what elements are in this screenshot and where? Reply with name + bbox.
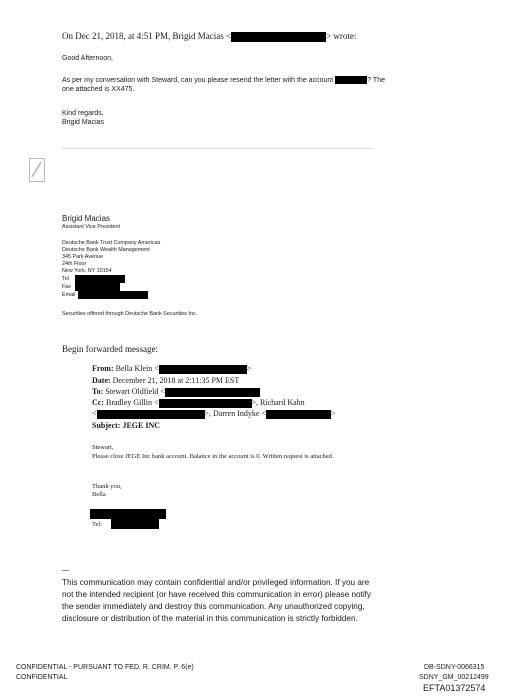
redaction-block (75, 275, 125, 283)
forwarded-label: Begin forwarded message: (62, 344, 158, 354)
signature-address-line: Deutsche Bank Wealth Management (62, 247, 150, 253)
signature-address-line: 345 Park Avenue (62, 254, 103, 260)
cc2-mid: >, Darren Indyke < (204, 409, 266, 418)
date-value: December 21, 2018 at 2:11:35 PM EST (110, 376, 240, 385)
fwd-date (92, 376, 239, 385)
redaction-block (165, 388, 260, 397)
signature-address-line: 24th Floor (62, 261, 87, 267)
redaction-block (159, 365, 247, 374)
signature-address-line: Deutsche Bank Trust Company Americas (62, 240, 161, 246)
redaction-block (90, 509, 166, 519)
date-label: Date: (92, 376, 111, 385)
email-body-line1 (62, 76, 385, 84)
redaction-block (111, 519, 159, 529)
from-value: Bella Klein < (113, 364, 159, 373)
cc2-close: > (330, 409, 336, 418)
disclaimer-dashes: — (62, 567, 69, 574)
footer-bates-db: DB-SDNY-0066315 (424, 664, 485, 671)
tel-label: Tel: (92, 521, 103, 528)
fwd-thanks: Thank you, (92, 483, 122, 490)
fwd-cc-line2 (92, 409, 335, 419)
signature-fax-label: Fax (62, 284, 71, 290)
footer-bates-efta: EFTA01372574 (423, 683, 486, 693)
email-closing: Kind regards, (62, 110, 104, 117)
disclaimer-line: not the intended recipient (or have received this communication in error) please notify (62, 590, 372, 599)
email-header (62, 31, 356, 42)
footer-bates-sdny: SDNY_GM_00212499 (419, 674, 489, 681)
redaction-block (231, 32, 326, 42)
to-label: To: (92, 387, 104, 396)
fwd-to (92, 387, 260, 397)
cc-label: Cc: (92, 398, 104, 407)
disclaimer-line: This communication may contain confidential and/or privileged information. If you are (62, 578, 370, 587)
header-suffix: > wrote: (326, 31, 357, 41)
redaction-block (266, 410, 331, 419)
cc-mid: >, Richard Kahn (251, 398, 305, 407)
email-closing-name: Brigid Macias (62, 119, 105, 126)
signature-address-line: New York, NY 10154 (62, 268, 112, 274)
redaction-block (97, 410, 205, 419)
header-prefix: On Dec 21, 2018, at 4:51 PM, Brigid Macias < (62, 31, 232, 41)
cc-value: Bradley Gillin < (104, 398, 159, 407)
signature-email-label: Email (62, 292, 76, 298)
redaction-block (159, 399, 252, 408)
signature-name: Brigid Macias (62, 214, 111, 223)
redaction-block (75, 283, 120, 291)
footer-confidential: CONFIDENTIAL (16, 674, 68, 681)
deutsche-bank-logo (29, 158, 45, 182)
subject-label: Subject: (92, 421, 121, 430)
fwd-greeting: Stewart, (92, 444, 114, 451)
from-close: > (246, 364, 252, 373)
body-line1-text: As per my conversation with Steward, can you please resend the letter with the account (62, 76, 334, 84)
fwd-body: Please close JEGE Inc bank account. Balance in the account is 0. Written request is attached. (92, 453, 334, 460)
cc2-open: < (92, 409, 97, 418)
email-greeting: Good Afternoon, (62, 55, 113, 62)
subject-value: JEGE INC (120, 421, 161, 430)
email-body-line2: one attached is XX475. (62, 86, 135, 93)
fwd-tel (92, 521, 102, 528)
body-line1-end: ? The (367, 76, 385, 84)
from-label: From: (92, 364, 114, 373)
signature-tel-label: Tel (62, 276, 69, 282)
fwd-from (92, 364, 251, 374)
fwd-sign: Bella (92, 491, 106, 498)
redaction-block (335, 76, 367, 84)
footer-confidential-pursuant: CONFIDENTIAL - PURSUANT TO FED. R. CRIM. P. 6(e) (16, 664, 194, 671)
logo-slash-icon (30, 159, 43, 180)
disclaimer-line: disclosure or distribution of the material in this communication is strictly forbidden. (62, 614, 358, 623)
redaction-block (78, 291, 148, 299)
disclaimer-line: the sender immediately and destroy this communication. Any unauthorized copying, (62, 602, 365, 611)
securities-notice: Securities offered through Deutsche Bank Securities Inc. (62, 311, 198, 317)
signature-title: Assistant Vice President (62, 224, 121, 230)
fwd-subject (92, 421, 160, 430)
divider (62, 148, 372, 149)
fwd-cc (92, 398, 305, 408)
to-value: Stewart Oldfield < (103, 387, 165, 396)
